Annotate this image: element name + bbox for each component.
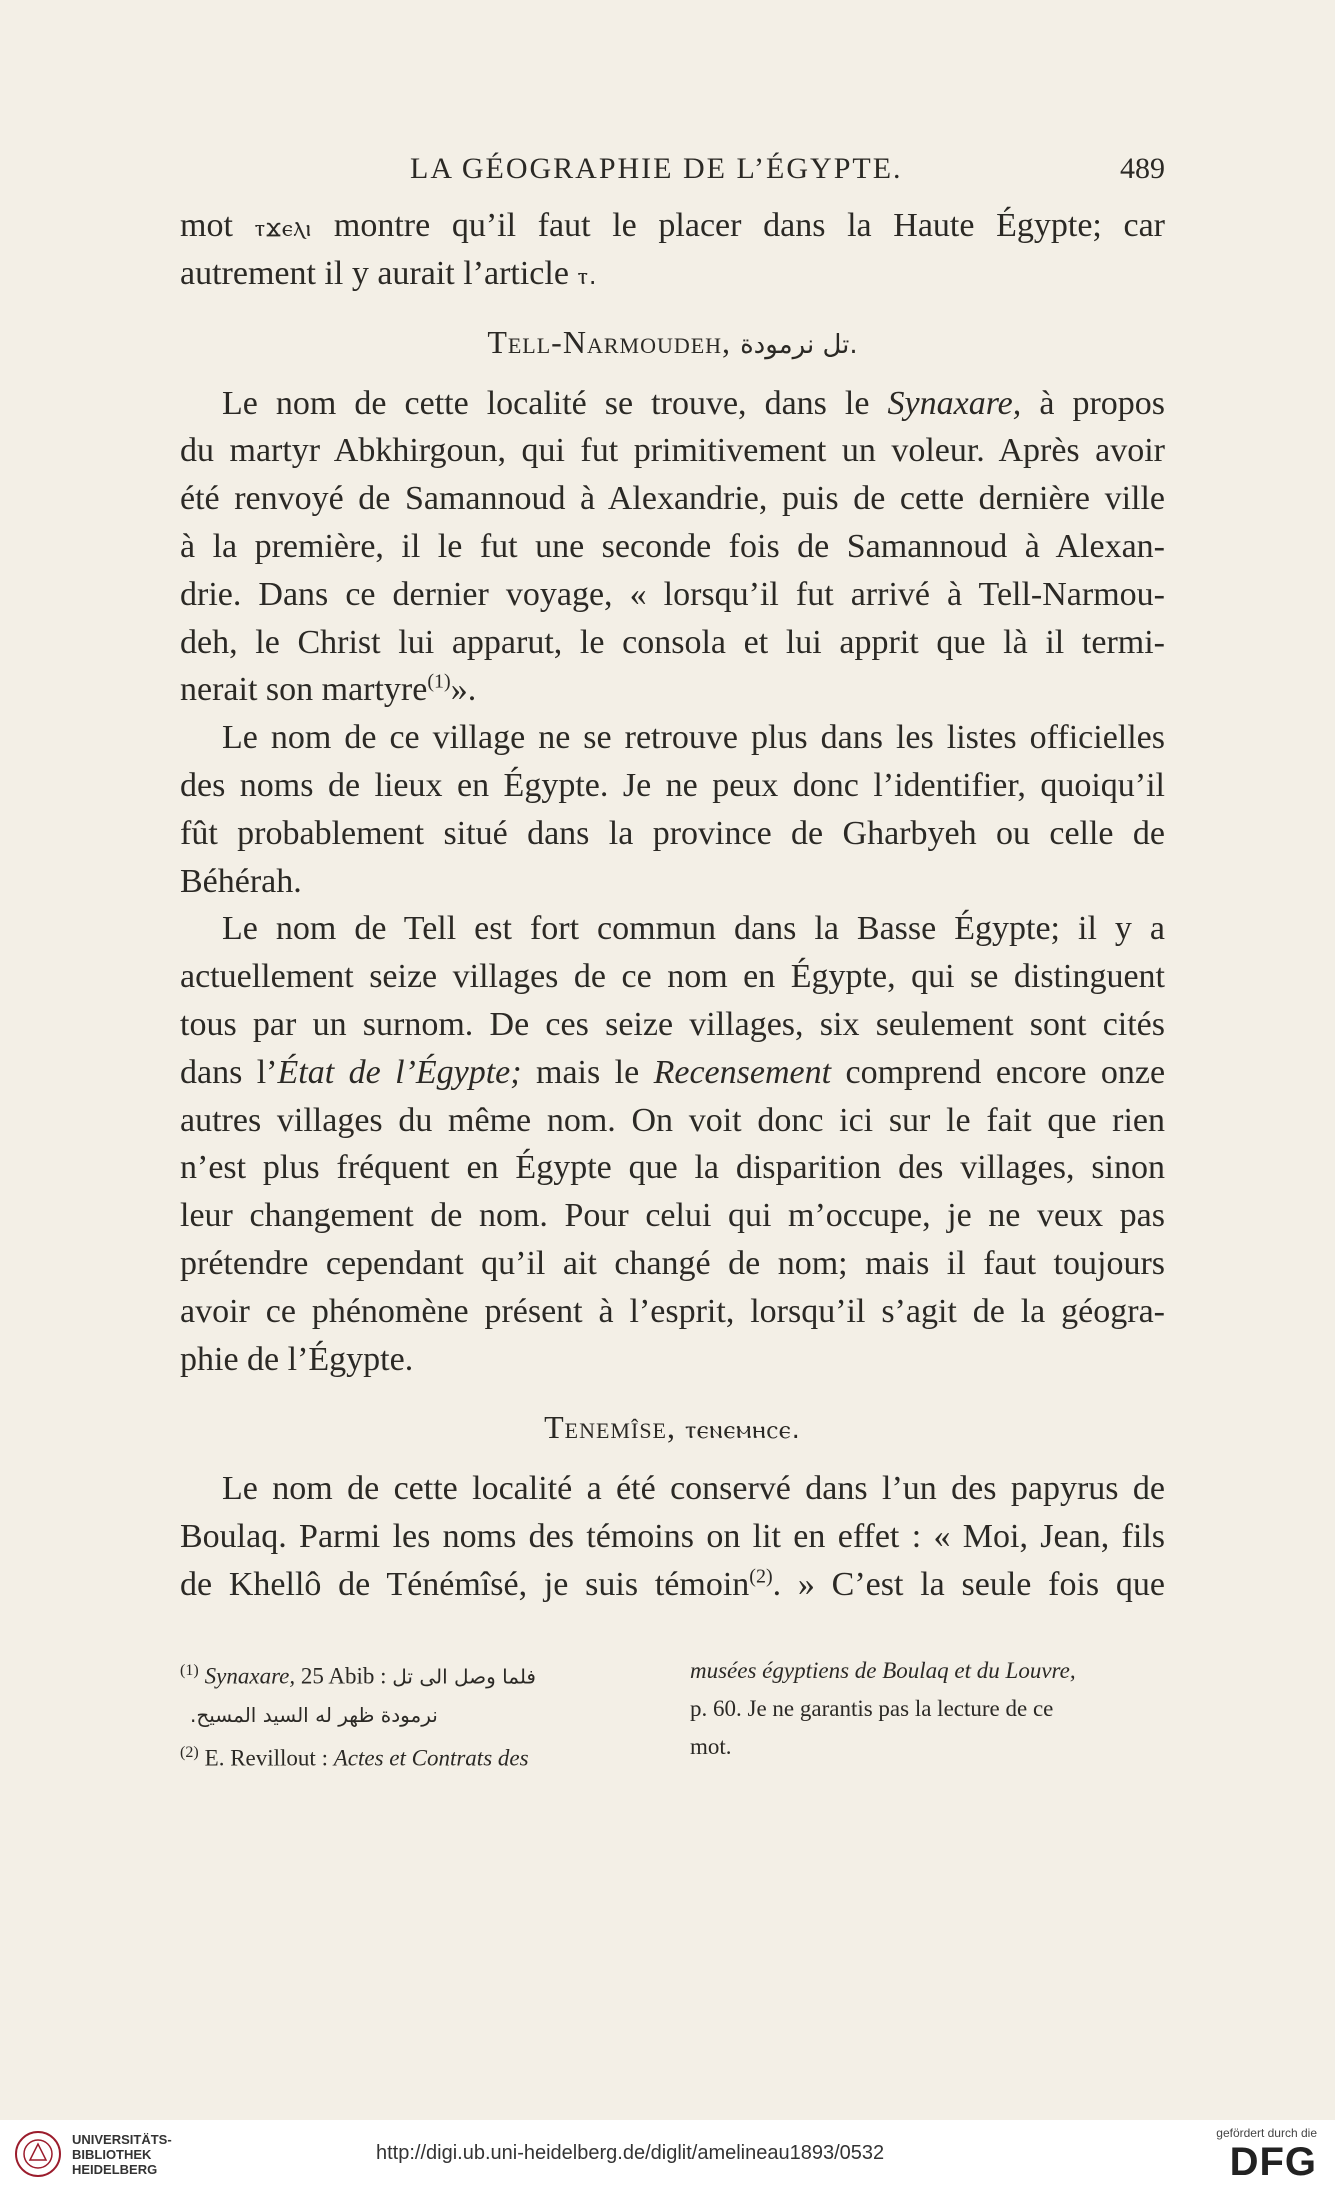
- text-line: actuellement seize villages de ce nom en Égypte, qui se distinguent: [180, 958, 1165, 996]
- page-number: 489: [1120, 152, 1165, 185]
- text-line: du martyr Abkhirgoun, qui fut primitivement un voleur. Après avoir: [180, 432, 1165, 470]
- text-line: phie de l’Égypte.: [180, 1340, 414, 1378]
- footnote-reference[interactable]: (1): [427, 671, 451, 694]
- text-line: deh, le Christ lui apparut, le consola et lui apprit que là il termi-: [180, 623, 1165, 661]
- section-heading-tell-narmoudeh: Tell-Narmoudeh, تل نرمودة.: [487, 323, 858, 360]
- text-line: Béhérah.: [180, 862, 302, 900]
- running-title: LA GÉOGRAPHIE DE L’ÉGYPTE.: [410, 152, 903, 185]
- text-line: fût probablement situé dans la province de Gharbyeh ou celle de: [180, 814, 1165, 852]
- coptic-article: ⲧ.: [577, 261, 598, 290]
- footnotes-left-column: [180, 1652, 650, 1777]
- text-line: des noms de lieux en Égypte. Je ne peux donc l’identifier, quoiqu’il: [180, 766, 1165, 804]
- text-line: autres villages du même nom. On voit donc ici sur le fait que rien: [180, 1101, 1165, 1139]
- text-line: prétendre cependant qu’il ait changé de nom; mais il faut toujours: [180, 1244, 1165, 1282]
- footnote-reference[interactable]: (2): [749, 1565, 773, 1588]
- arabic-quote: فلما وصل الى تل: [392, 1664, 536, 1689]
- footnotes-right-column: musées égyptiens de Boulaq et du Louvre, p. 60. Je ne garantis pas la lecture de ce mot.: [690, 1658, 1076, 1759]
- text-line: Le nom de Tell est fort commun dans la Basse Égypte; il y a: [222, 910, 1165, 948]
- arabic-place-name: تل نرمودة.: [740, 329, 858, 360]
- arabic-quote: نرمودة ظهر له السيد المسيح.: [190, 1702, 438, 1727]
- text-line: drie. Dans ce dernier voyage, « lorsqu’il fut arrivé à Tell-Narmou-: [180, 575, 1165, 613]
- coptic-place-name: ⲧⲉⲛⲉⲙⲏⲥⲉ.: [685, 1415, 801, 1446]
- text-line: nerait son martyre$^{(1)}$».: [180, 671, 477, 709]
- text-line: Le nom de ce village ne se retrouve plus dans les listes officielles: [222, 719, 1165, 757]
- text-line: de Khellô de Ténémîsé, je suis témoin$^{(2)}$. » C’est la seule fois que: [180, 1565, 1165, 1603]
- funding-credit: gefördert durch die DFG: [1216, 2126, 1317, 2184]
- digitization-footer: [0, 2120, 1335, 2191]
- text-line: Boulaq. Parmi les noms des témoins on lit en effet : « Moi, Jean, fils: [180, 1518, 1165, 1556]
- footnote-2: $^{(2)}$ E. Revillout : Actes et Contrats des: [180, 1743, 529, 1771]
- text-line: dans l’État de l’Égypte; mais le Recensement comprend encore onze: [180, 1053, 1166, 1091]
- text-line: à la première, il le fut une seconde fois de Samannoud à Alexan-: [180, 527, 1165, 565]
- text-line: Le nom de cette localité se trouve, dans le Synaxare, à propos: [222, 384, 1165, 422]
- university-seal-icon: [14, 2130, 62, 2178]
- footnote-1: $^{(1)}$ Synaxare, 25 Abib : فلما وصل الى تل: [180, 1662, 536, 1689]
- text-line: mot ⲧϫⲉⲗⲓ montre qu’il faut le placer dans la Haute Égypte; car: [180, 207, 1166, 244]
- text-line: leur changement de nom. Pour celui qui m’occupe, je ne veux pas: [180, 1197, 1165, 1235]
- permalink-url[interactable]: http://digi.ub.uni-heidelberg.de/diglit/amelineau1893/0532: [376, 2142, 885, 2164]
- text-line: tous par un surnom. De ces seize villages, six seulement sont cités: [180, 1005, 1165, 1043]
- text-line: avoir ce phénomène présent à l’esprit, lorsqu’il s’agit de la géogra-: [180, 1292, 1165, 1330]
- text-line: été renvoyé de Samannoud à Alexandrie, puis de cette dernière ville: [180, 480, 1165, 518]
- coptic-word: ⲧϫⲉⲗⲓ: [254, 214, 313, 242]
- footnotes: [180, 1652, 1165, 1772]
- section-heading-tenemise: Tenemîse, ⲧⲉⲛⲉⲙⲏⲥⲉ.: [544, 1409, 801, 1446]
- running-header: [180, 152, 1165, 192]
- text-line: Le nom de cette localité a été conservé dans l’un des papyrus de: [222, 1470, 1165, 1508]
- text-line: n’est plus fréquent en Égypte que la disparition des villages, sinon: [180, 1149, 1165, 1187]
- library-name: UNIVERSITÄTS- BIBLIOTHEK HEIDELBERG: [72, 2132, 172, 2177]
- dfg-logo: DFG: [1229, 2140, 1317, 2184]
- body-text: [180, 202, 1165, 1609]
- text-line: autrement il y aurait l’article ⲧ.: [180, 254, 598, 292]
